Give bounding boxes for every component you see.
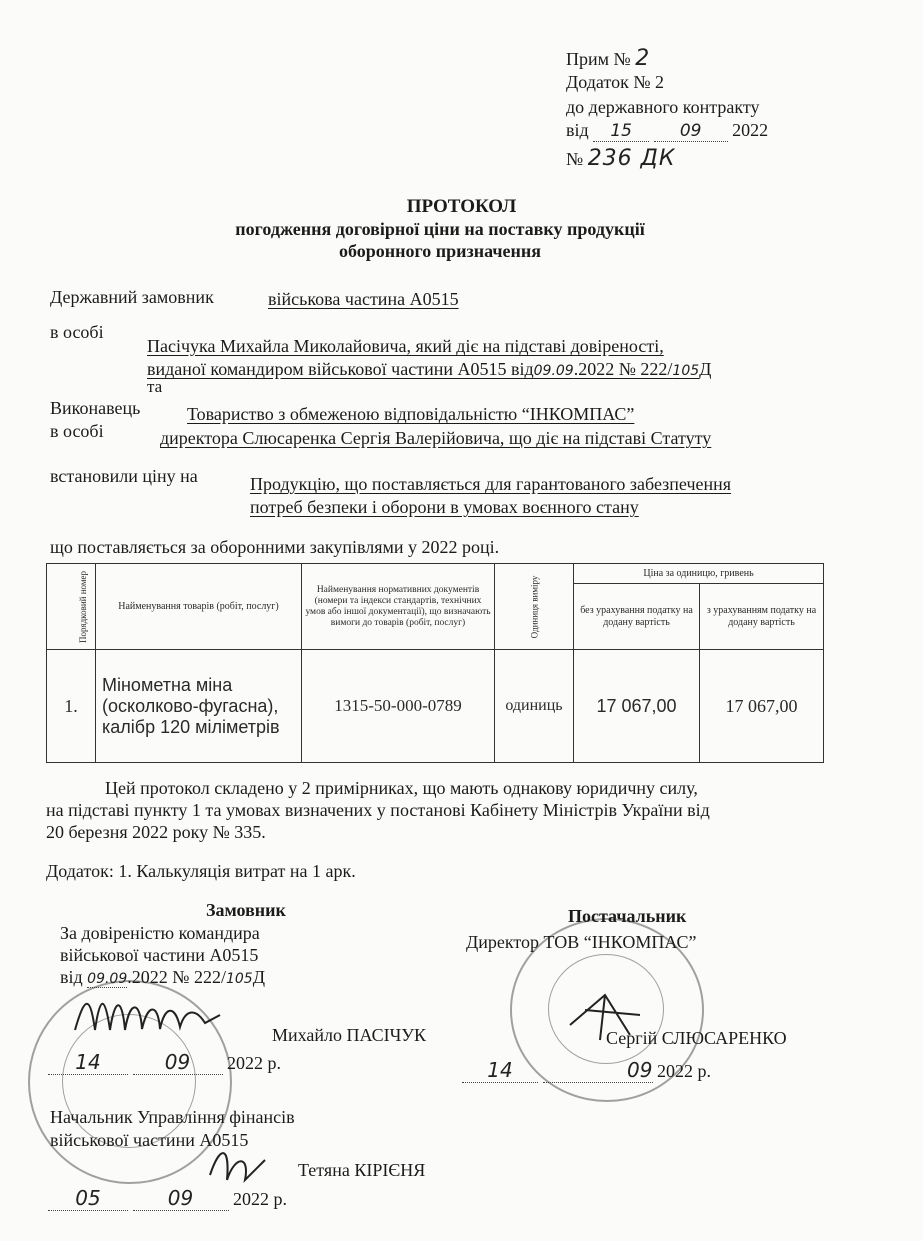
price-label: встановили ціну на <box>50 466 198 486</box>
contract-day-handwritten: 15 <box>593 121 649 142</box>
header-price-group: Ціна за одиницю, гривень <box>574 564 824 584</box>
table-row <box>47 650 824 763</box>
contract-label: до державного контракту <box>566 97 760 117</box>
row-price-no-vat: 17 067,00 <box>574 650 700 763</box>
executor-value: Товариство з обмеженою відповідальністю “ІНКОМПАС” <box>187 404 635 424</box>
supplied-note: що поставляється за оборонними закупівлями у 2022 році. <box>50 537 500 557</box>
row-num: 1. <box>47 650 96 763</box>
supplier-sign-line1: Директор ТОВ “ІНКОМПАС” <box>466 932 697 952</box>
executor-label: Виконавець <box>50 398 141 418</box>
price-value-line1: Продукцію, що поставляється для гарантованого забезпечення <box>250 474 732 494</box>
header-unit: Одиниця виміру <box>495 564 574 650</box>
customer-value: військова частина А0515 <box>268 289 459 309</box>
supplier-title: Постачальник <box>568 906 687 926</box>
customer-in-person-label: в особі <box>50 322 104 342</box>
paragraph-line1: Цей протокол складено у 2 примірниках, що мають однакову юридичну силу, <box>105 778 698 798</box>
finance-sign-line1: Начальник Управління фінансів <box>50 1107 295 1127</box>
row-price-vat: 17 067,00 <box>700 650 824 763</box>
header-price-no-vat: без урахування податку на додану вартість <box>574 584 700 650</box>
prim-label: Прим № 2 <box>566 46 650 71</box>
header-price-vat: з урахуванням податку на додану вартість <box>700 584 824 650</box>
customer-name: Михайло ПАСІЧУК <box>272 1025 427 1045</box>
customer-signature <box>70 985 230 1045</box>
document-title: ПРОТОКОЛ <box>406 196 517 217</box>
header-name: Найменування товарів (робіт, послуг) <box>96 564 302 650</box>
finance-sign-date: 05 09 2022 р. <box>48 1186 287 1211</box>
customer-sign-date: 14 09 2022 р. <box>48 1050 281 1075</box>
finance-name: Тетяна КІРІЄНЯ <box>298 1160 426 1180</box>
finance-signature <box>205 1140 275 1190</box>
finance-sign-line2: військової частини А0515 <box>50 1130 249 1150</box>
attachment-note: Додаток: 1. Калькуляція витрат на 1 арк. <box>46 861 356 881</box>
paragraph-line3: 20 березня 2022 року № 335. <box>46 822 266 842</box>
row-name: Мінометна міна (осколково-фугасна), калібр 120 міліметрів <box>96 650 302 763</box>
addendum-label: Додаток № 2 <box>566 72 664 92</box>
contract-number-handwritten: 236 ДК <box>587 146 676 171</box>
customer-representative-line1: Пасічука Михайла Миколайовича, який діє на підставі довіреності, <box>147 336 664 356</box>
row-doc: 1315-50-000-0789 <box>302 650 495 763</box>
customer-label: Державний замовник <box>50 287 214 307</box>
customer-sign-line1: За довіреністю командира <box>60 923 260 943</box>
customer-title: Замовник <box>206 900 286 920</box>
supplier-name: Сергій СЛЮСАРЕНКО <box>606 1028 787 1048</box>
executor-in-person-label: в особі <box>50 421 104 441</box>
row-unit: одиниць <box>495 650 574 763</box>
customer-sign-line3: від 09.09.2022 № 222/105Д <box>60 967 265 987</box>
document-subtitle-1: погодження договірної ціни на поставку продукції <box>235 219 645 239</box>
executor-representative: директора Слюсаренка Сергія Валерійовича, що діє на підставі Статуту <box>160 428 712 448</box>
customer-representative-line2: виданої командиром військової частини А0515 від09.09.2022 № 222/105Д <box>147 359 712 379</box>
header-docs: Найменування нормативних документів (номери та індекси стандартів, технічних умов або іншої документації), що визначають вимоги до товарів (робіт, послуг) <box>302 564 495 650</box>
contract-number: № 236 ДК <box>566 146 676 171</box>
document-subtitle-2: оборонного призначення <box>339 241 541 261</box>
and-label: та <box>147 377 163 396</box>
price-value-line2: потреб безпеки і оборони в умовах воєнного стану <box>250 497 639 517</box>
prim-number-handwritten: 2 <box>635 46 650 71</box>
header-num: Порядковий номер <box>47 564 96 650</box>
goods-table <box>46 563 824 763</box>
supplier-sign-date: 14 09 2022 р. <box>462 1058 711 1083</box>
contract-month-handwritten: 09 <box>654 121 728 142</box>
contract-date: від 15 09 2022 <box>566 120 769 141</box>
paragraph-line2: на підставі пункту 1 та умовах визначених у постанові Кабінету Міністрів України від <box>46 800 710 820</box>
customer-sign-line2: військової частини А0515 <box>60 945 259 965</box>
